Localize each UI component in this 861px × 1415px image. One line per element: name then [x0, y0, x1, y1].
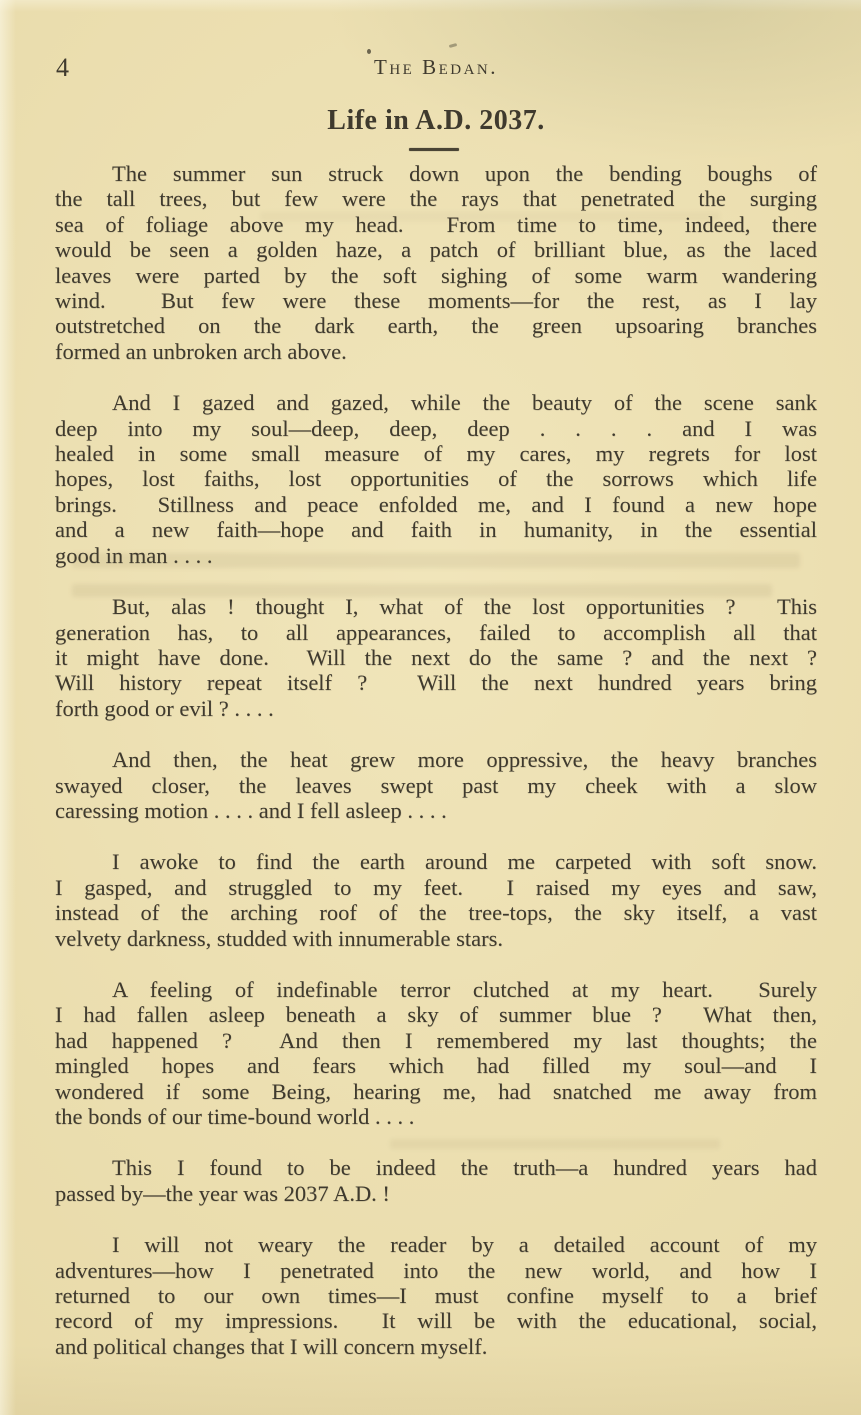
text-line: hopes, lost faiths, lost opportunities of the sorrows which life — [55, 466, 817, 492]
text-line: I had fallen asleep beneath a sky of summer blue ? What then, — [55, 1002, 817, 1028]
text-line: record of my impressions. It will be with the educational, social, — [55, 1308, 817, 1334]
text-line: good in man . . . . — [55, 542, 213, 568]
ink-speck — [367, 49, 371, 54]
text-line: Will history repeat itself ? Will the next hundred years bring — [55, 670, 817, 696]
text-line: caressing motion . . . . and I fell asleep . . . . — [55, 797, 447, 823]
text-line: I awoke to find the earth around me carpeted with soft snow. — [112, 849, 817, 875]
text-line: wind. But few were these moments—for the rest, as I lay — [55, 288, 817, 314]
text-line: sea of foliage above my head. From time to time, indeed, there — [55, 211, 817, 237]
journal-title: The Bedan. — [374, 55, 498, 79]
text-line: adventures—how I penetrated into the new world, and how I — [55, 1257, 817, 1283]
text-line: The summer sun struck down upon the bending boughs of — [112, 161, 817, 186]
text-line: velvety darkness, studded with innumerable stars. — [55, 925, 504, 951]
title-divider — [409, 148, 459, 151]
paragraph — [55, 594, 817, 721]
text-line: and a new faith—hope and faith in humanity, in the essential — [55, 517, 817, 543]
paragraph — [55, 747, 817, 823]
text-line: generation has, to all appearances, failed to accomplish all that — [55, 619, 817, 645]
paragraph — [55, 161, 817, 364]
text-line: This I found to be indeed the truth—a hundred years had — [112, 1155, 817, 1181]
page-number: 4 — [56, 53, 69, 82]
paragraph — [55, 1155, 817, 1206]
text-line: had happened ? And then I remembered my last thoughts; the — [55, 1027, 817, 1053]
text-line: outstretched on the dark earth, the green upsoaring branches — [55, 313, 817, 339]
article-body — [55, 161, 817, 1385]
text-line: would be seen a golden haze, a patch of brilliant blue, as the laced — [55, 237, 817, 263]
text-line: I gasped, and struggled to my feet. I raised my eyes and saw, — [55, 874, 817, 900]
text-line: swayed closer, the leaves swept past my cheek with a slow — [55, 772, 817, 798]
text-line: the bonds of our time-bound world . . . . — [55, 1104, 415, 1129]
text-line: passed by—the year was 2037 A.D. ! — [55, 1180, 390, 1206]
text-line: instead of the arching roof of the tree-tops, the sky itself, a vast — [55, 900, 817, 926]
text-line: And I gazed and gazed, while the beauty of the scene sank — [112, 390, 817, 416]
paragraph — [55, 390, 817, 568]
text-line: wondered if some Being, hearing me, had snatched me away from — [55, 1078, 817, 1104]
text-line: deep into my soul—deep, deep, deep . . . . and I was — [55, 415, 817, 441]
paragraph — [55, 1232, 817, 1359]
text-line: mingled hopes and fears which had filled my soul—and I — [55, 1053, 817, 1079]
text-line: leaves were parted by the soft sighing of some warm wandering — [55, 262, 817, 288]
text-line: forth good or evil ? . . . . — [55, 695, 274, 721]
text-line: formed an unbroken arch above. — [55, 338, 347, 364]
text-line: the tall trees, but few were the rays that penetrated the surging — [55, 186, 817, 212]
ink-speck — [449, 43, 458, 48]
paragraph — [55, 977, 817, 1129]
text-line: and political changes that I will concern myself. — [55, 1333, 488, 1359]
text-line: returned to our own times—I must confine myself to a brief — [55, 1283, 817, 1309]
text-line: healed in some small measure of my cares, my regrets for lost — [55, 441, 817, 467]
text-line: I will not weary the reader by a detailed account of my — [112, 1232, 817, 1258]
article-title: Life in A.D. 2037. — [327, 105, 545, 136]
text-line: And then, the heat grew more oppressive, the heavy branches — [112, 747, 817, 773]
text-line: it might have done. Will the next do the same ? and the next ? — [55, 644, 817, 670]
text-line: brings. Stillness and peace enfolded me, and I found a new hope — [55, 491, 817, 517]
text-line: A feeling of indefinable terror clutched at my heart. Surely — [112, 976, 817, 1002]
paragraph — [55, 849, 817, 951]
text-line: But, alas ! thought I, what of the lost opportunities ? This — [112, 594, 817, 620]
